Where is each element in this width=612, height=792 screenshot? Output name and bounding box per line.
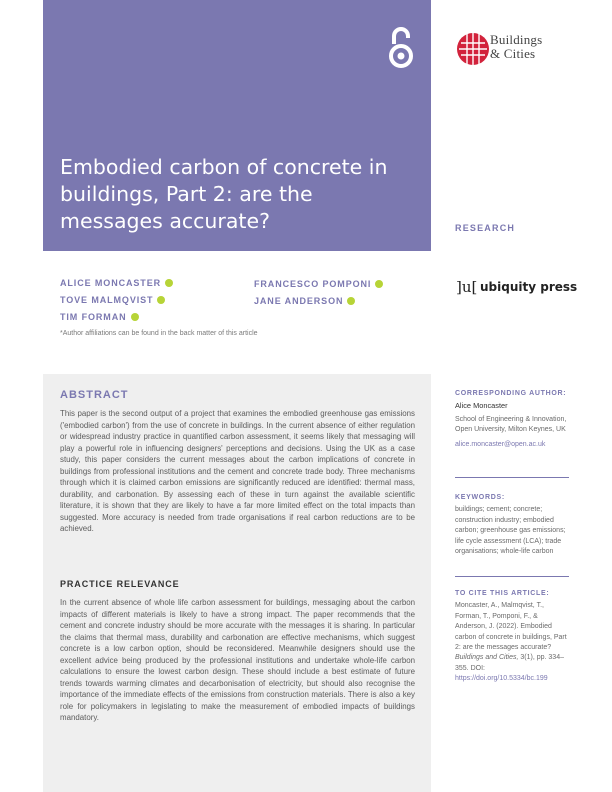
corresponding-email-link[interactable]: alice.moncaster@open.ac.uk bbox=[455, 440, 546, 448]
journal-name-line2: & Cities bbox=[490, 46, 536, 61]
abstract-text: This paper is the second output of a project that examines the embodied greenhouse gas emissions ('embodied carbon') from the use of concrete in buildings. In the current absence of either regulation or widespread industry practice in quantified carbon assessment, it seems likely that messaging will play a powerful role in influencing designers' perceptions and decisions. Using the UK as a case study, this paper considers the current messages about the carbon implications of concrete in buildings from professional institutions and the cement and concrete trade body. Three mechanisms through which it is claimed carbon emissions are significantly reduced are identified: thermal mass, durability, and carbonation. By assessing each of these in turn against the available scientific literature, it is shown that they are likely to have a far more limited effect on the total impacts than suggested. More accuracy is needed from trade organisations if real carbon reductions are to be achieved. bbox=[60, 409, 415, 533]
keywords-text: buildings; cement; concrete; construction industry; embodied carbon; greenhouse gas emissions; life cycle assessment (LCA); trade organisations; whole-life carbon bbox=[455, 506, 566, 556]
citation-text bbox=[455, 601, 569, 684]
orcid-icon[interactable] bbox=[375, 280, 383, 288]
practice-text: In the current absence of whole life carbon assessment for buildings, messaging about the carbon impacts of different materials is likely to have a strong impact. The paper recommends that the cement and concrete industry should be more accurate with the messages it is sharing. In particular the claims that thermal mass, durability and carbonation are effective mechanisms, which suggest concrete is a low carbon option, should be reconsidered. Meanwhile designers should use the excellent advice being produced by the professional institutions and undertake whole-life carbon calculations to ensure the lowest carbon design. These should include a best estimate of future trends towards warming climates and decarbonisation of electricity, but should also recognise the importance of the immediate effects of the emissions from construction materials. There is also a key role for policymakers in legislating to make the measurement of embodied impacts of buildings mandatory. bbox=[60, 598, 415, 722]
citation-volume: 3(1), pp. 334–355. DOI: bbox=[455, 654, 564, 672]
author-name[interactable] bbox=[60, 312, 139, 322]
citation-block bbox=[455, 589, 569, 685]
author-name-text[interactable]: JANE ANDERSON bbox=[254, 296, 344, 306]
keywords-heading: KEYWORDS: bbox=[455, 494, 505, 501]
corresponding-heading: CORRESPONDING AUTHOR: bbox=[455, 390, 567, 397]
citation-authors-title: Moncaster, A., Malmqvist, T., Forman, T., Pomponi, F., & Anderson, J. (2022). Embodied carbon of concrete in buildings, Part 2: are the messages accurate? bbox=[455, 602, 567, 652]
orcid-icon[interactable] bbox=[347, 297, 355, 305]
author-name[interactable] bbox=[60, 278, 173, 288]
sidebar-divider bbox=[455, 477, 569, 478]
sidebar-divider bbox=[455, 576, 569, 577]
journal-name-line1: Buildings bbox=[490, 32, 543, 47]
keywords-block bbox=[455, 493, 569, 557]
corresponding-address: School of Engineering & Innovation, Open University, Milton Keynes, UK bbox=[455, 415, 567, 434]
publisher-logo bbox=[456, 278, 576, 298]
citation-journal: Buildings and Cities, bbox=[455, 654, 519, 662]
affiliation-note: *Author affiliations can be found in the back matter of this article bbox=[60, 330, 258, 337]
section-label: RESEARCH bbox=[455, 223, 516, 233]
publisher-name: ubiquity press bbox=[480, 280, 578, 294]
corresponding-name: Alice Moncaster bbox=[455, 401, 508, 411]
author-name-text[interactable]: TOVE MALMQVIST bbox=[60, 295, 154, 305]
author-name[interactable] bbox=[254, 279, 383, 289]
author-name[interactable] bbox=[60, 295, 165, 305]
practice-heading: PRACTICE RELEVANCE bbox=[60, 579, 180, 589]
open-access-icon bbox=[386, 24, 416, 70]
journal-name bbox=[490, 33, 542, 61]
author-name-text[interactable]: TIM FORMAN bbox=[60, 312, 127, 322]
author-name[interactable] bbox=[254, 296, 355, 306]
abstract-heading: ABSTRACT bbox=[60, 389, 129, 401]
author-name-text[interactable]: FRANCESCO POMPONI bbox=[254, 279, 372, 289]
corresponding-author-block bbox=[455, 389, 569, 450]
orcid-icon[interactable] bbox=[157, 296, 165, 304]
citation-doi-link[interactable]: https://doi.org/10.5334/bc.199 bbox=[455, 675, 548, 683]
orcid-icon[interactable] bbox=[165, 279, 173, 287]
article-title: Embodied carbon of concrete in buildings, Part 2: are the messages accurate? bbox=[60, 155, 388, 233]
publisher-mark: ]u[ bbox=[456, 278, 478, 296]
author-name-text[interactable]: ALICE MONCASTER bbox=[60, 278, 161, 288]
orcid-icon[interactable] bbox=[131, 313, 139, 321]
citation-heading: TO CITE THIS ARTICLE: bbox=[455, 590, 550, 597]
